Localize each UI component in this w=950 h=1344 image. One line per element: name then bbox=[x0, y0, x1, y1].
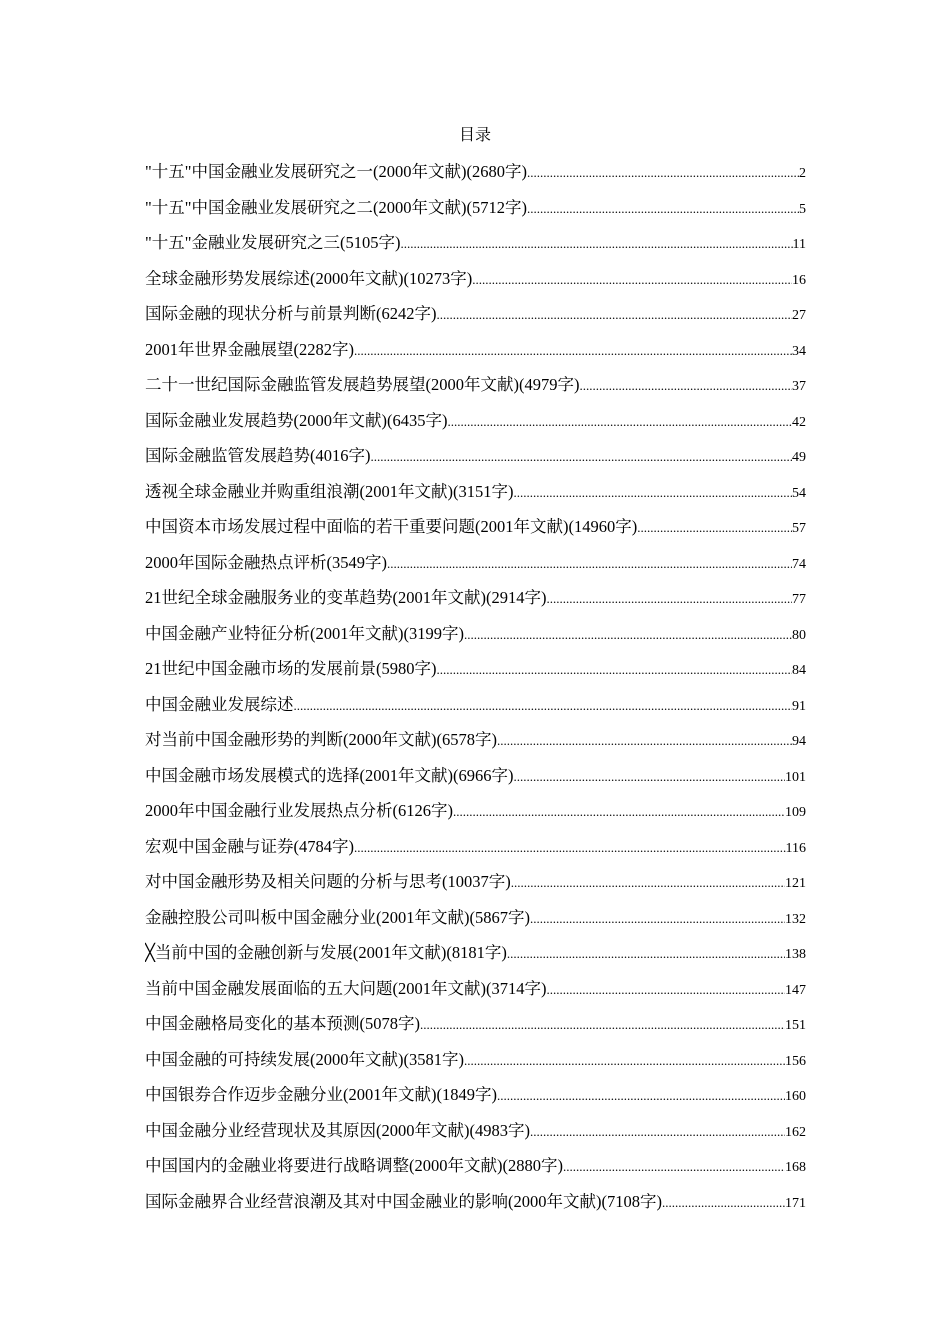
toc-dot-leader bbox=[464, 1043, 785, 1078]
toc-dot-leader bbox=[387, 546, 792, 581]
toc-entry-title: 21世纪全球金融服务业的变革趋势(2001年文献)(2914字) bbox=[145, 588, 547, 607]
table-of-contents bbox=[145, 154, 806, 1219]
toc-entry-title: 21世纪中国金融市场的发展前景(5980字) bbox=[145, 659, 437, 678]
toc-dot-leader bbox=[437, 652, 793, 687]
toc-entry-title: "十五"中国金融业发展研究之一(2000年文献)(2680字) bbox=[145, 162, 527, 181]
toc-entry[interactable] bbox=[145, 332, 806, 368]
toc-entry[interactable] bbox=[145, 616, 806, 652]
toc-entry-page-number: 5 bbox=[799, 201, 806, 217]
toc-dot-leader bbox=[662, 1185, 785, 1220]
toc-entry-page-number: 116 bbox=[785, 840, 806, 856]
toc-entry[interactable] bbox=[145, 154, 806, 190]
toc-entry-title: 2000年中国金融行业发展热点分析(6126字) bbox=[145, 801, 453, 820]
toc-dot-leader bbox=[497, 723, 792, 758]
toc-entry[interactable] bbox=[145, 261, 806, 297]
toc-entry-title: 国际金融监管发展趋势(4016字) bbox=[145, 446, 371, 465]
toc-dot-leader bbox=[400, 226, 792, 261]
toc-dot-leader bbox=[527, 155, 799, 190]
toc-entry-page-number: 94 bbox=[792, 734, 806, 749]
toc-entry-page-number: 77 bbox=[792, 592, 806, 607]
toc-dot-leader bbox=[497, 1078, 785, 1113]
toc-entry-title: 中国金融产业特征分析(2001年文献)(3199字) bbox=[145, 623, 464, 643]
toc-entry-title: 中国金融格局变化的基本预测(5078字) bbox=[145, 1014, 420, 1033]
toc-entry-title: 中国金融业发展综述 bbox=[145, 694, 294, 714]
toc-entry[interactable] bbox=[145, 758, 806, 794]
toc-dot-leader bbox=[371, 439, 793, 474]
toc-entry[interactable] bbox=[145, 722, 806, 758]
toc-entry-page-number: 168 bbox=[785, 1160, 806, 1175]
toc-entry-page-number: 74 bbox=[792, 556, 806, 572]
toc-entry-page-number: 2 bbox=[799, 166, 806, 181]
toc-entry[interactable] bbox=[145, 545, 806, 581]
toc-dot-leader bbox=[511, 865, 785, 900]
toc-entry-page-number: 171 bbox=[785, 1195, 806, 1211]
toc-dot-leader bbox=[507, 936, 785, 971]
toc-entry[interactable] bbox=[145, 474, 806, 510]
toc-entry-title: 2000年国际金融热点评析(3549字) bbox=[145, 552, 387, 572]
toc-entry-page-number: 11 bbox=[792, 237, 806, 252]
toc-entry-title: 对当前中国金融形势的判断(2000年文献)(6578字) bbox=[145, 730, 497, 749]
toc-dot-leader bbox=[530, 1114, 785, 1149]
toc-dot-leader bbox=[546, 581, 792, 616]
toc-dot-leader bbox=[354, 830, 786, 865]
toc-dot-leader bbox=[420, 1007, 785, 1042]
toc-entry[interactable] bbox=[145, 1113, 806, 1149]
toc-entry-page-number: 156 bbox=[785, 1053, 806, 1069]
toc-entry[interactable] bbox=[145, 296, 806, 332]
toc-entry-page-number: 101 bbox=[785, 769, 806, 785]
toc-entry-page-number: 147 bbox=[785, 982, 806, 998]
toc-entry-page-number: 49 bbox=[792, 450, 806, 465]
toc-dot-leader bbox=[546, 972, 785, 1007]
toc-entry-title: 中国金融市场发展模式的选择(2001年文献)(6966字) bbox=[145, 765, 514, 785]
toc-entry-title: 宏观中国金融与证券(4784字) bbox=[145, 836, 354, 856]
toc-entry[interactable] bbox=[145, 225, 806, 261]
toc-dot-leader bbox=[453, 794, 785, 829]
toc-entry-page-number: 84 bbox=[792, 663, 806, 678]
toc-entry-title: 透视全球金融业并购重组浪潮(2001年文献)(3151字) bbox=[145, 481, 514, 501]
toc-entry-title: 金融控股公司叫板中国金融分业(2001年文献)(5867字) bbox=[145, 907, 530, 927]
toc-entry[interactable] bbox=[145, 651, 806, 687]
toc-entry-title: 全球金融形势发展综述(2000年文献)(10273字) bbox=[145, 268, 473, 288]
toc-entry-title: 中国资本市场发展过程中面临的若干重要问题(2001年文献)(14960字) bbox=[145, 517, 638, 536]
toc-dot-leader bbox=[513, 759, 785, 794]
toc-dot-leader bbox=[513, 475, 792, 510]
toc-entry[interactable] bbox=[145, 1184, 806, 1220]
toc-entry-page-number: 34 bbox=[792, 343, 806, 359]
toc-entry-title: 中国金融的可持续发展(2000年文献)(3581字) bbox=[145, 1049, 464, 1069]
toc-entry-page-number: 132 bbox=[785, 911, 806, 927]
toc-entry-title: 二十一世纪国际金融监管发展趋势展望(2000年文献)(4979字) bbox=[145, 375, 580, 394]
toc-entry[interactable] bbox=[145, 1077, 806, 1113]
toc-dot-leader bbox=[579, 368, 792, 403]
toc-title: 目录 bbox=[458, 127, 491, 144]
toc-entry-title: 中国国内的金融业将要进行战略调整(2000年文献)(2880字) bbox=[145, 1156, 563, 1175]
toc-dot-leader bbox=[294, 688, 793, 723]
toc-entry-title: 国际金融的现状分析与前景判断(6242字) bbox=[145, 304, 437, 323]
toc-entry-page-number: 138 bbox=[785, 947, 806, 962]
toc-entry-page-number: 80 bbox=[792, 627, 806, 643]
toc-entry-page-number: 121 bbox=[785, 876, 806, 891]
toc-entry[interactable] bbox=[145, 1148, 806, 1184]
toc-entry[interactable] bbox=[145, 438, 806, 474]
toc-entry[interactable] bbox=[145, 1006, 806, 1042]
toc-entry-title: 中国金融分业经营现状及其原因(2000年文献)(4983字) bbox=[145, 1120, 530, 1140]
toc-dot-leader bbox=[464, 617, 792, 652]
toc-dot-leader bbox=[472, 262, 792, 297]
toc-entry-page-number: 54 bbox=[792, 485, 806, 501]
toc-dot-leader bbox=[354, 333, 792, 368]
toc-entry-page-number: 91 bbox=[792, 698, 806, 714]
toc-entry-title: 国际金融界合业经营浪潮及其对中国金融业的影响(2000年文献)(7108字) bbox=[145, 1191, 662, 1211]
toc-entry-title: 中国银券合作迈步金融分业(2001年文献)(1849字) bbox=[145, 1085, 497, 1104]
toc-dot-leader bbox=[527, 191, 799, 226]
toc-dot-leader bbox=[530, 901, 785, 936]
toc-dot-leader bbox=[637, 510, 792, 545]
toc-entry-page-number: 160 bbox=[785, 1089, 806, 1104]
toc-entry[interactable] bbox=[145, 403, 806, 439]
toc-dot-leader bbox=[563, 1149, 785, 1184]
toc-entry-title: ╳当前中国的金融创新与发展(2001年文献)(8181字) bbox=[145, 943, 507, 962]
toc-entry-page-number: 151 bbox=[785, 1018, 806, 1033]
toc-entry-page-number: 162 bbox=[785, 1124, 806, 1140]
toc-entry-page-number: 42 bbox=[792, 414, 806, 430]
toc-dot-leader bbox=[437, 297, 793, 332]
toc-entry[interactable] bbox=[145, 935, 806, 971]
toc-entry-title: "十五"中国金融业发展研究之二(2000年文献)(5712字) bbox=[145, 197, 527, 217]
toc-entry[interactable] bbox=[145, 829, 806, 865]
toc-entry-page-number: 16 bbox=[792, 272, 806, 288]
toc-entry[interactable] bbox=[145, 1042, 806, 1078]
toc-entry-page-number: 27 bbox=[792, 308, 806, 323]
toc-entry[interactable] bbox=[145, 367, 806, 403]
toc-entry-page-number: 57 bbox=[792, 521, 806, 536]
toc-entry-page-number: 37 bbox=[792, 379, 806, 394]
toc-entry-title: 2001年世界金融展望(2282字) bbox=[145, 339, 354, 359]
toc-entry[interactable] bbox=[145, 864, 806, 900]
toc-entry-title: "十五"金融业发展研究之三(5105字) bbox=[145, 233, 401, 252]
toc-entry[interactable] bbox=[145, 971, 806, 1007]
toc-entry-title: 当前中国金融发展面临的五大问题(2001年文献)(3714字) bbox=[145, 978, 547, 998]
toc-entry[interactable] bbox=[145, 900, 806, 936]
toc-entry-title: 国际金融业发展趋势(2000年文献)(6435字) bbox=[145, 410, 448, 430]
toc-entry[interactable] bbox=[145, 509, 806, 545]
toc-entry[interactable] bbox=[145, 793, 806, 829]
toc-entry[interactable] bbox=[145, 580, 806, 616]
toc-entry-page-number: 109 bbox=[785, 805, 806, 820]
toc-dot-leader bbox=[447, 404, 792, 439]
toc-entry-title: 对中国金融形势及相关问题的分析与思考(10037字) bbox=[145, 872, 511, 891]
toc-entry[interactable] bbox=[145, 190, 806, 226]
toc-entry[interactable] bbox=[145, 687, 806, 723]
